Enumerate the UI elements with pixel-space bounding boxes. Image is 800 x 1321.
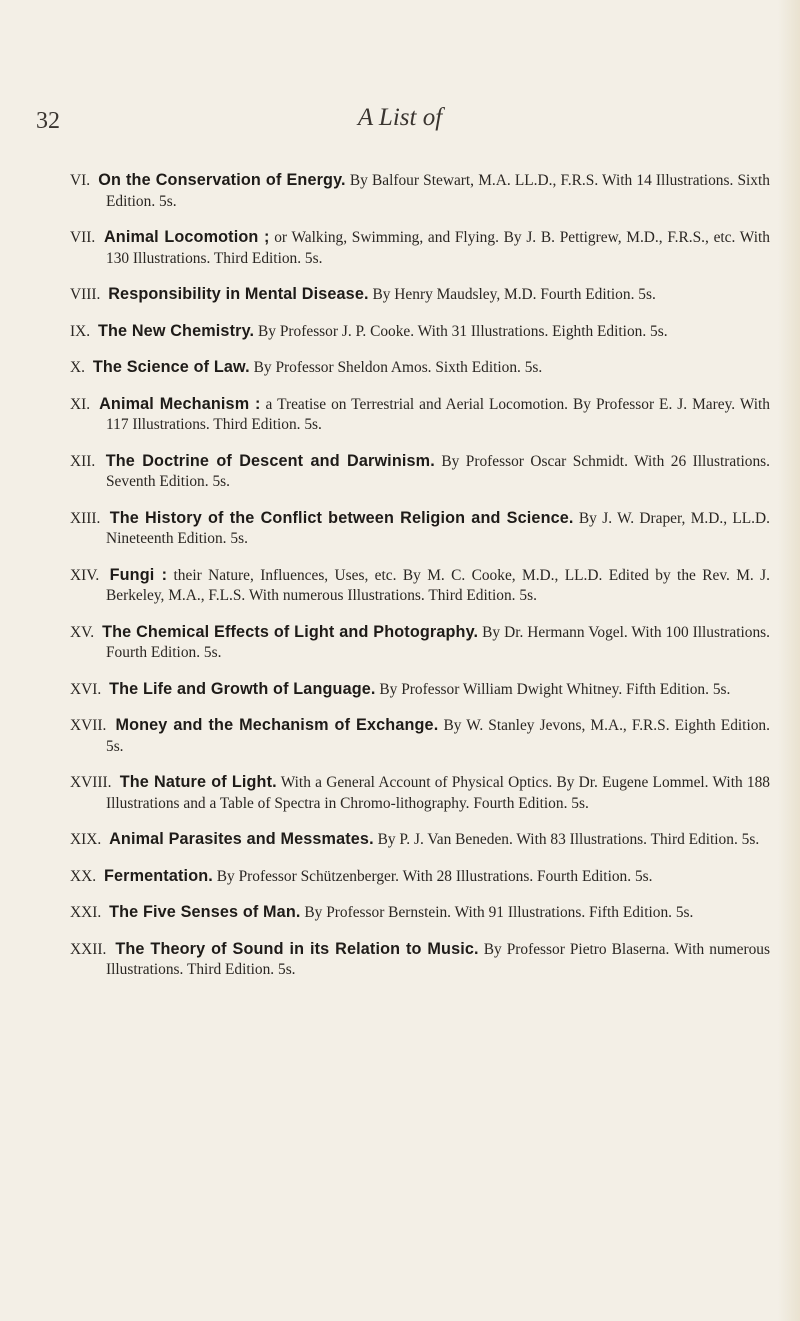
entry-numeral: VII. xyxy=(70,229,96,246)
entry-numeral: XVI. xyxy=(70,680,102,698)
entry-title: Animal Mechanism : xyxy=(99,394,261,413)
entry-title: Animal Locomotion ; xyxy=(103,228,270,246)
entry-numeral: VIII. xyxy=(70,286,101,303)
book-list xyxy=(70,170,770,996)
list-item xyxy=(70,622,770,664)
entry-numeral: XX. xyxy=(70,867,97,885)
entry-details: By Henry Maudsley, M.D. Fourth Edition. 5s. xyxy=(372,286,656,303)
entry-numeral: XXI. xyxy=(70,904,102,921)
entry-title: Animal Parasites and Messmates. xyxy=(109,830,374,848)
list-item xyxy=(70,227,770,269)
entry-numeral: X. xyxy=(70,359,85,376)
entry-details: By Balfour Stewart, M.A. LL.D., F.R.S. With 14 Illustrations. Sixth Edition. 5s. xyxy=(106,172,770,210)
entry-numeral: XVII. xyxy=(70,717,107,734)
list-item xyxy=(70,679,770,701)
entry-details: a Treatise on Terrestrial and Aerial Locomotion. By Professor E. J. Marey. With 117 Illustrations. Third Edition. 5s. xyxy=(106,395,770,433)
list-item xyxy=(70,394,770,436)
list-item xyxy=(70,321,770,343)
list-item xyxy=(70,565,770,607)
entry-numeral: XIX. xyxy=(70,831,102,848)
entry-title: Money and the Mechanism of Exchange. xyxy=(115,716,439,734)
list-item xyxy=(70,451,770,493)
entry-title: The History of the Conflict between Religion and Science. xyxy=(109,508,574,527)
entry-title: The Theory of Sound in its Relation to Music. xyxy=(115,939,479,958)
list-item xyxy=(70,170,770,212)
entry-details: With a General Account of Physical Optics. By Dr. Eugene Lommel. With 188 Illustrations and a Table of Spectra in Chromo-lithography. Fourth Edition. 5s. xyxy=(106,774,770,812)
entry-numeral: XV. xyxy=(70,623,95,641)
page-header xyxy=(36,104,764,138)
entry-details: By Professor William Dwight Whitney. Fifth Edition. 5s. xyxy=(379,680,731,698)
list-item xyxy=(70,902,770,924)
list-item xyxy=(70,715,770,757)
entry-details: their Nature, Influences, Uses, etc. By M. C. Cooke, M.D., LL.D. Edited by the Rev. M. J. Berkeley, M.A., F.L.S. With numerous Illustrations. Third Edition. 5s. xyxy=(106,566,770,604)
entry-numeral: IX. xyxy=(70,322,91,340)
entry-details: or Walking, Swimming, and Flying. By J. B. Pettigrew, M.D., F.R.S., etc. With 130 Illustrations. Third Edition. 5s. xyxy=(106,229,770,267)
list-item xyxy=(70,866,770,888)
entry-numeral: XII. xyxy=(70,452,96,470)
entry-numeral: XVIII. xyxy=(70,774,112,791)
entry-title: Responsibility in Mental Disease. xyxy=(108,285,369,303)
list-item xyxy=(70,772,770,814)
entry-title: The Doctrine of Descent and Darwinism. xyxy=(105,451,435,470)
entry-numeral: XIV. xyxy=(70,566,100,584)
list-item xyxy=(70,829,770,851)
entry-details: By Dr. Hermann Vogel. With 100 Illustrations. Fourth Edition. 5s. xyxy=(106,623,770,661)
page-number: 32 xyxy=(36,108,60,134)
entry-details: By Professor Sheldon Amos. Sixth Edition. 5s. xyxy=(253,359,543,376)
entry-numeral: XIII. xyxy=(70,509,101,527)
entry-details: By Professor Schützenberger. With 28 Illustrations. Fourth Edition. 5s. xyxy=(216,867,653,885)
list-item xyxy=(70,284,770,306)
entry-details: By Professor Bernstein. With 91 Illustrations. Fifth Edition. 5s. xyxy=(304,904,694,921)
entry-numeral: XI. xyxy=(70,395,91,413)
entry-details: By Professor Pietro Blaserna. With numerous Illustrations. Third Edition. 5s. xyxy=(106,940,770,978)
entry-details: By Professor Oscar Schmidt. With 26 Illustrations. Seventh Edition. 5s. xyxy=(106,452,770,490)
list-item xyxy=(70,508,770,550)
entry-numeral: XXII. xyxy=(70,940,107,958)
entry-numeral: VI. xyxy=(70,172,91,189)
list-item xyxy=(70,357,770,379)
entry-title: The Chemical Effects of Light and Photography. xyxy=(102,622,479,641)
entry-details: By W. Stanley Jevons, M.A., F.R.S. Eighth Edition. 5s. xyxy=(106,717,770,755)
running-title: A List of xyxy=(357,104,443,131)
list-item xyxy=(70,939,770,981)
entry-details: By Professor J. P. Cooke. With 31 Illustrations. Eighth Edition. 5s. xyxy=(258,322,668,340)
entry-title: The Science of Law. xyxy=(92,358,250,376)
entry-title: The Life and Growth of Language. xyxy=(109,679,376,698)
entry-title: On the Conservation of Energy. xyxy=(98,171,346,189)
entry-title: Fermentation. xyxy=(103,866,213,885)
entry-details: By P. J. Van Beneden. With 83 Illustrations. Third Edition. 5s. xyxy=(377,831,760,848)
entry-title: Fungi : xyxy=(109,565,168,584)
entry-title: The New Chemistry. xyxy=(97,321,255,340)
entry-title: The Nature of Light. xyxy=(119,773,277,791)
page-edge-discoloration xyxy=(778,0,800,1321)
entry-title: The Five Senses of Man. xyxy=(109,903,301,921)
entry-details: By J. W. Draper, M.D., LL.D. Nineteenth Edition. 5s. xyxy=(106,509,770,547)
